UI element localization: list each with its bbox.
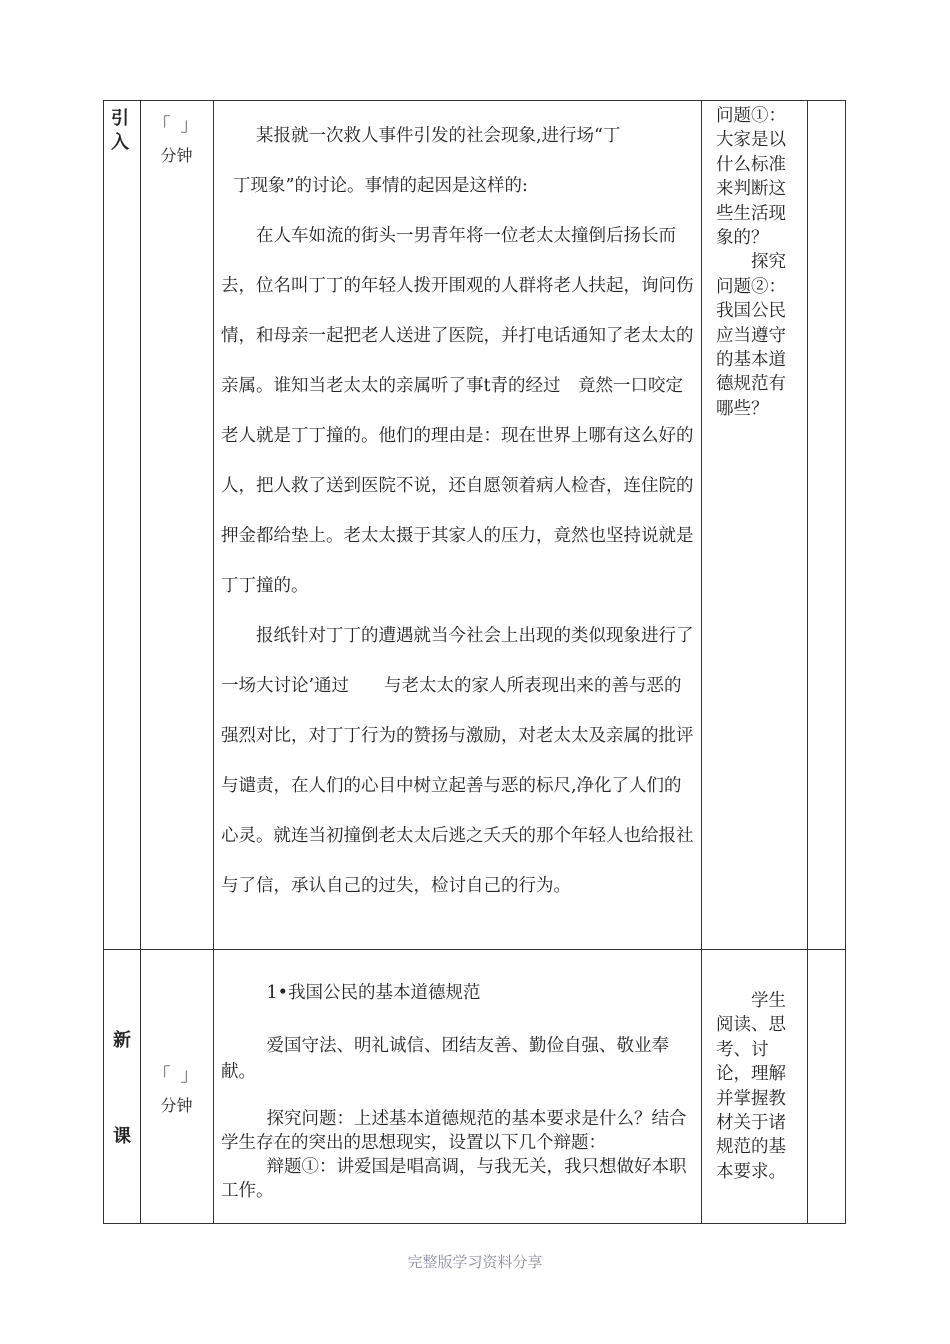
time-bracket: 「 」 [152, 115, 201, 136]
lesson-paragraph: 爱国守法、明礼诚信、团结友善、勤俭自强、敬业奉献。 [221, 1036, 669, 1082]
side-question: 问题①：大家是以什么标准来判断这些生活现象的？ [716, 106, 786, 249]
intro-paragraph: 在人车如流的街头一男青年将一位老太太撞倒后扬长而去，位名叫丁丁的年轻人拨开围观的人群将老人扶起，询问伤情，和母亲一起把老人送进了医院，并打电话通知了老太太的亲属。谁知当老太太的亲属听了事t青的经过 竟然一口咬定老人就是丁丁撞的。他们的理由是：现在世界上哪有这么好的人，把人救了送到医院不说，还自愿领着病人检杳，连住院的押金都给垫上。老太太摄于其家人的压力，竟然也坚持说就是丁丁撞的。 [221, 226, 694, 596]
footer-caption: 完整版学习资料分享 [407, 1253, 543, 1271]
intro-paragraph: 某报就一次救人事件引发的社会现象,进行场“丁 [256, 126, 621, 146]
lesson-plan-table [103, 100, 846, 1224]
new-lesson-side-note [716, 989, 796, 1184]
column-divider [213, 101, 214, 1223]
time-unit: 分钟 [160, 146, 193, 165]
intro-side-note [716, 104, 796, 421]
row-divider [104, 949, 845, 950]
time-bracket: 「 」 [152, 1065, 201, 1086]
section-label-new: 新 [113, 1030, 131, 1051]
new-lesson-time [140, 1061, 213, 1116]
column-divider [140, 101, 141, 1223]
column-divider [701, 101, 702, 1223]
lesson-paragraph: 探究问题：上述基本道德规范的基本要求是什么？结合学生存在的突出的思想现实，设置以下几个辩题： [221, 1109, 687, 1153]
lesson-paragraph: 辩题①：讲爱国是唱高调，与我无关，我只想做好本职工作。 [221, 1157, 687, 1201]
student-activity-note: 学生阅读、思考、讨论，理解并掌握教材关于诸规范的基本要求。 [716, 991, 786, 1182]
intro-paragraph: 报纸针对丁丁的遭遇就当今社会上出现的类似现象进行了一场大讨论’通过 与老太太的家人所表现出来的善与恶的强烈对比，对丁丁行为的赞扬与激励，对老太太及亲属的批评与谴责，在人们的心目中树立起善与恶的标尺,净化了人们的心灵。就连当初撞倒老太太后逃之夭夭的那个年轻人也给报社与了信，承认自己的过失，检讨自己的行为。 [221, 626, 694, 896]
side-question: 探究问题②：我国公民应当遵守的基本道德规范有哪些？ [716, 252, 786, 419]
section-label-intro: 引入 [111, 108, 129, 153]
intro-time [140, 111, 213, 166]
new-lesson-content [221, 981, 698, 1203]
section-label-lesson: 课 [113, 1126, 131, 1147]
column-divider [807, 101, 808, 1223]
intro-paragraph: 丁现象”的讨论。事情的起因是这样的: [233, 176, 528, 196]
section-heading: 1•我国公民的基本道德规范 [266, 983, 481, 1003]
time-unit: 分钟 [160, 1096, 193, 1115]
intro-content [221, 111, 698, 911]
